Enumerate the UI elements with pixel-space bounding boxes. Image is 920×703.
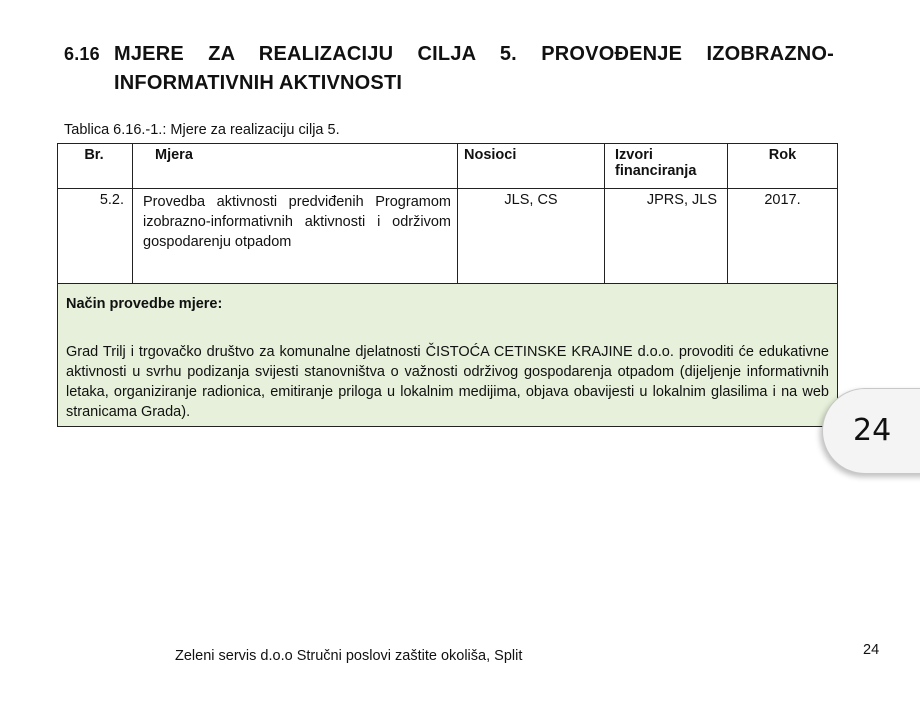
implementation-label: Način provedbe mjere: bbox=[66, 296, 223, 312]
section-title-line1: MJERE ZA REALIZACIJU CILJA 5. PROVOĐENJE IZOBRAZNO- bbox=[114, 43, 834, 65]
footer-text: Zeleni servis d.o.o Stručni poslovi zaštite okoliša, Split bbox=[175, 648, 523, 664]
implementation-text: Grad Trilj i trgovačko društvo za komunalne djelatnosti ČISTOĆA CETINSKE KRAJINE d.o.o. provoditi će edukativne aktivnosti u svrhu podizanja svijesti stanovništva o važnosti održivog gospodarenja otpadom (dijeljenje informativnih letaka, organiziranje radionica, emitiranje priloga u lokalnim medijima, objava obavijesti u lokalnim glasilima i na web stranicama Grada). bbox=[66, 344, 829, 420]
section-title-line2: INFORMATIVNIH AKTIVNOSTI bbox=[114, 72, 403, 94]
cell-rok: 2017. bbox=[728, 189, 838, 284]
cell-mjera: Provedba aktivnosti predviđenih Programom izobrazno-informativnih aktivnosti i održivom gospodarenju otpadom bbox=[133, 189, 458, 284]
page-tab-label: 24 bbox=[853, 413, 892, 448]
page-number-tab[interactable] bbox=[822, 388, 920, 474]
header-nosioci: Nosioci bbox=[458, 144, 605, 189]
implementation-row bbox=[58, 284, 838, 427]
header-izvori: Izvori financiranja bbox=[605, 144, 728, 189]
cell-izvori: JPRS, JLS bbox=[605, 189, 728, 284]
implementation-cell bbox=[58, 284, 838, 427]
footer-page-number: 24 bbox=[863, 642, 880, 658]
cell-br: 5.2. bbox=[58, 189, 133, 284]
section-heading bbox=[64, 40, 834, 98]
header-mjera: Mjera bbox=[133, 144, 458, 189]
header-rok: Rok bbox=[728, 144, 838, 189]
measures-table bbox=[57, 143, 838, 427]
table-caption: Tablica 6.16.-1.: Mjere za realizaciju cilja 5. bbox=[64, 122, 340, 138]
section-number: 6.16 bbox=[64, 44, 100, 64]
cell-nosioci: JLS, CS bbox=[458, 189, 605, 284]
header-br: Br. bbox=[58, 144, 133, 189]
table-header-row bbox=[58, 144, 838, 189]
table-row bbox=[58, 189, 838, 284]
